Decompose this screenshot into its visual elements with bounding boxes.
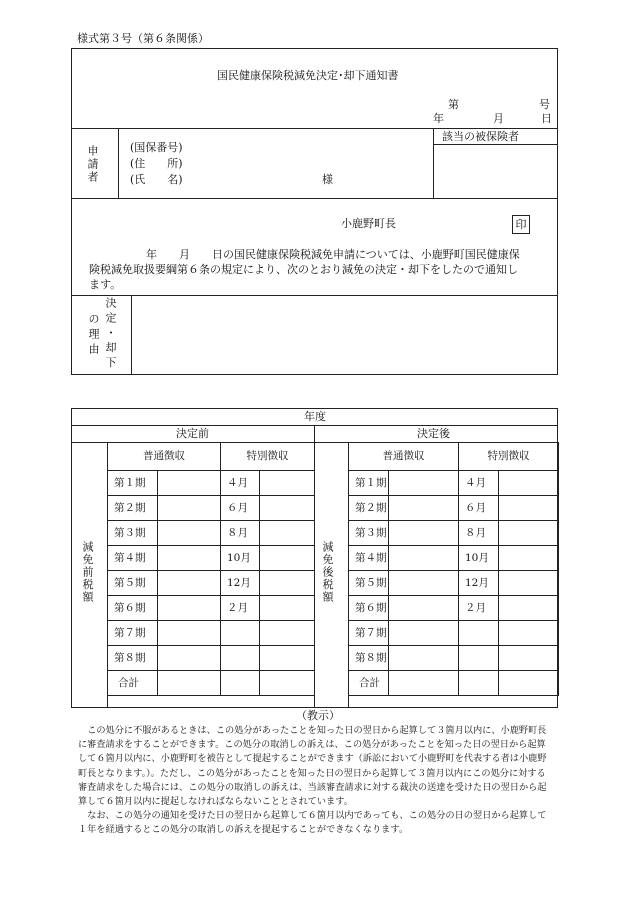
name-label: (氏 名) xyxy=(130,173,183,186)
amount-cell xyxy=(499,521,559,546)
period-label: 第５期 xyxy=(108,571,158,596)
amount-cell xyxy=(158,521,221,546)
body-line-1: 年 月 日の国民健康保険税減免申請については、小鹿野町国民健康保 xyxy=(146,248,520,261)
divider xyxy=(71,128,558,129)
period-label: 第１期 xyxy=(349,471,389,496)
period-label: 第７期 xyxy=(108,621,158,646)
amount-cell xyxy=(260,546,315,571)
before-tax-table xyxy=(107,442,315,696)
instruction-paragraph-1: この処分に不服があるときは、この処分があったことを知った日の翌日から起算して３箇月以内に、小鹿野町長に審査請求をすることができます。この処分の取消しの訴えは、この処分があったことを知った日の翌日から起算して６箇月以内に、小鹿野町を被告として提起することができます（訴訟において小鹿野町を代表する者は小鹿野町長となります。）。ただし、この処分があったことを知った日の翌日から起算して３箇月以内にこの処分に対する審査請求をした場合には、この処分の取消しの訴えは、当該審査請求に対する裁決の送達を受けた日の翌日から起算して６箇月以内に提起しなければならないこととされています。 xyxy=(78,725,547,808)
fiscal-year-label: 年度 xyxy=(304,410,326,423)
period-label: 第６期 xyxy=(349,596,389,621)
amount-cell xyxy=(158,596,221,621)
month-label xyxy=(221,621,260,646)
amount-cell xyxy=(389,496,459,521)
amount-cell xyxy=(499,621,559,646)
divider xyxy=(71,198,558,199)
period-label: 第４期 xyxy=(108,546,158,571)
amount-cell xyxy=(499,571,559,596)
period-label: 第３期 xyxy=(349,521,389,546)
document-number-prefix: 第 xyxy=(448,98,459,111)
honorific: 様 xyxy=(322,173,333,186)
amount-cell xyxy=(389,521,459,546)
amount-cell xyxy=(158,621,221,646)
column-header: 特別徴収 xyxy=(459,443,559,471)
amount-cell xyxy=(389,621,459,646)
month-label: 10月 xyxy=(221,546,260,571)
amount-cell xyxy=(260,621,315,646)
column-header: 普通徴収 xyxy=(349,443,459,471)
period-label: 第５期 xyxy=(349,571,389,596)
amount-cell xyxy=(499,646,559,671)
notice-frame xyxy=(71,48,558,375)
seal-stamp: 印 xyxy=(512,215,530,234)
body-line-2: 険税減免取扱要綱第６条の規定により、次のとおり減免の決定・却下をしたので通知し xyxy=(89,263,518,276)
date-day: 日 xyxy=(541,112,552,125)
amount-cell xyxy=(499,596,559,621)
month-label: ４月 xyxy=(221,471,260,496)
period-label: 第６期 xyxy=(108,596,158,621)
amount-cell xyxy=(158,496,221,521)
period-label: 第４期 xyxy=(349,546,389,571)
instruction-paragraph-2: なお、この処分の通知を受けた日の翌日から起算して６箇月以内であっても、この処分の日の翌日から起算して１年を経過するとこの処分の取消しの訴えを提起することができなくなります。 xyxy=(78,810,547,836)
instruction-heading: （教示） xyxy=(296,709,340,722)
after-tax-table xyxy=(348,442,559,696)
amount-cell xyxy=(389,571,459,596)
period-label: 第８期 xyxy=(108,646,158,671)
amount-cell xyxy=(499,671,559,696)
month-label: 10月 xyxy=(459,546,499,571)
period-label: 第１期 xyxy=(108,471,158,496)
insured-header: 該当の被保険者 xyxy=(442,130,519,143)
reason-label-decision: 決定・却下 xyxy=(104,297,117,371)
notice-title: 国民健康保険税減免決定･却下通知書 xyxy=(217,69,399,82)
amount-cell xyxy=(260,571,315,596)
period-label: 第８期 xyxy=(349,646,389,671)
month-label: 12月 xyxy=(221,571,260,596)
divider xyxy=(71,295,558,296)
month-label: ４月 xyxy=(459,471,499,496)
after-side-label: 減免後税額 xyxy=(321,541,334,604)
amount-cell xyxy=(499,471,559,496)
column-header: 特別徴収 xyxy=(221,443,315,471)
before-header: 決定前 xyxy=(176,427,209,440)
issuer: 小鹿野町長 xyxy=(341,217,396,230)
instruction-text xyxy=(78,724,550,838)
date-month: 月 xyxy=(493,112,504,125)
amount-cell xyxy=(260,596,315,621)
amount-cell xyxy=(260,671,315,696)
amount-cell xyxy=(260,521,315,546)
amount-cell xyxy=(389,546,459,571)
amount-cell xyxy=(260,471,315,496)
divider xyxy=(118,128,119,198)
month-label xyxy=(459,671,499,696)
amount-cell xyxy=(158,671,221,696)
after-header: 決定後 xyxy=(417,427,450,440)
amount-cell xyxy=(158,546,221,571)
period-label: 第３期 xyxy=(108,521,158,546)
amount-cell xyxy=(389,671,459,696)
amount-cell xyxy=(389,471,459,496)
amount-cell xyxy=(499,546,559,571)
document-number-suffix: 号 xyxy=(539,98,550,111)
amount-cell xyxy=(260,646,315,671)
applicant-header: 申請者 xyxy=(86,145,99,184)
month-label: 12月 xyxy=(459,571,499,596)
period-label: 第７期 xyxy=(349,621,389,646)
divider xyxy=(433,128,434,198)
body-line-3: ます。 xyxy=(89,278,122,291)
month-label: ６月 xyxy=(459,496,499,521)
amount-cell xyxy=(389,646,459,671)
period-label: 第２期 xyxy=(349,496,389,521)
divider xyxy=(131,295,132,375)
amount-cell xyxy=(158,471,221,496)
form-number: 様式第３号（第６条関係） xyxy=(77,32,209,45)
column-header: 普通徴収 xyxy=(108,443,221,471)
date-year: 年 xyxy=(433,112,444,125)
total-label: 合計 xyxy=(108,671,158,696)
address-label: (住 所) xyxy=(130,157,183,170)
month-label: ８月 xyxy=(221,521,260,546)
month-label xyxy=(459,646,499,671)
period-label: 第２期 xyxy=(108,496,158,521)
month-label: ６月 xyxy=(221,496,260,521)
month-label: ８月 xyxy=(459,521,499,546)
amount-cell xyxy=(389,596,459,621)
month-label: ２月 xyxy=(459,596,499,621)
month-label xyxy=(459,621,499,646)
insurance-number-label: (国保番号) xyxy=(130,141,183,154)
amount-cell xyxy=(499,496,559,521)
month-label xyxy=(221,646,260,671)
total-label: 合計 xyxy=(349,671,389,696)
month-label xyxy=(221,671,260,696)
amount-cell xyxy=(158,646,221,671)
amount-cell xyxy=(260,496,315,521)
divider xyxy=(433,144,558,145)
before-side-label: 減免前税額 xyxy=(81,541,94,604)
month-label: ２月 xyxy=(221,596,260,621)
reason-label-reason: の理由 xyxy=(87,313,100,358)
amount-cell xyxy=(158,571,221,596)
